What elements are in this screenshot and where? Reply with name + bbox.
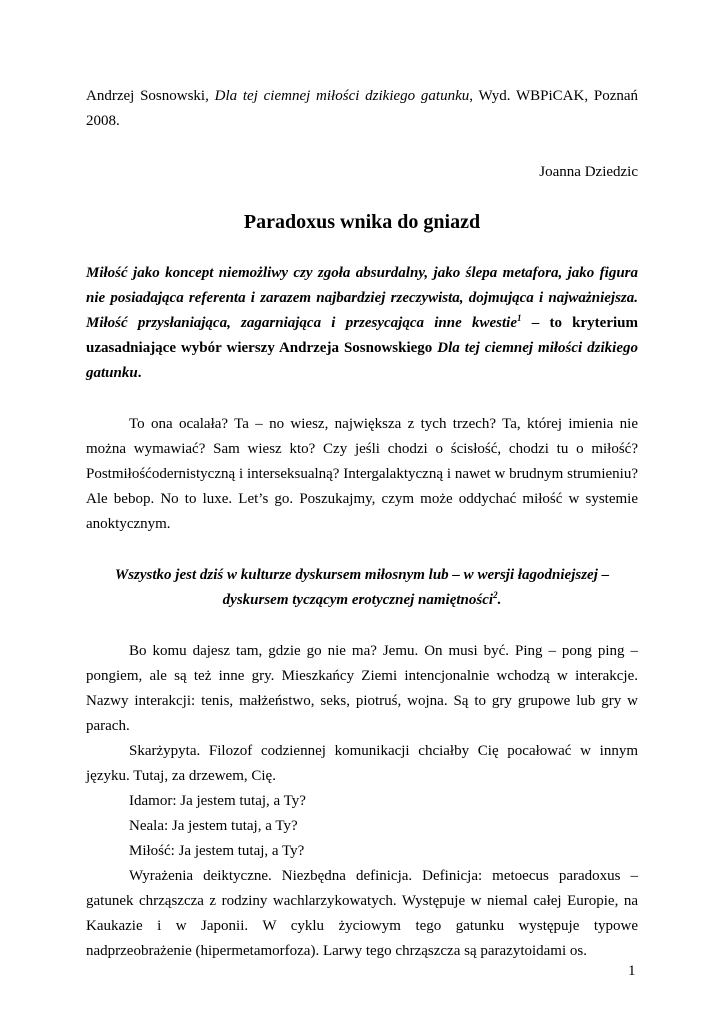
lead-italic: Miłość jako koncept niemożliwy czy zgoła absurdalny, jako ślepa metafora, jako figura nie posiadająca referenta i zarazem najbardziej rzeczywista, dojmująca i najważniejsza. Miłość przysłaniająca, zagarniająca i przesycająca inne kwestie [86,265,638,331]
dialogue-line: Idamor: Ja jestem tutaj, a Ty? [129,793,306,809]
dialogue-line: Miłość: Ja jestem tutaj, a Ty? [129,843,305,859]
bibliographic-reference [86,84,638,134]
footnote-mark-2: 2 [493,590,498,600]
footnote-mark-1: 1 [516,313,522,323]
reference-author: Andrzej Sosnowski, [86,88,215,104]
lead-paragraph [86,261,638,386]
lead-book-title: Dla tej ciemnej miłości dzikiego gatunku [86,340,638,381]
quote-text: Wszystko jest dziś w kulturze dyskursem miłosnym lub – w wersji łagodniejszej – dyskursem tyczącym erotycznej namiętności [114,567,610,608]
quote-end: . [497,592,502,608]
article-title: Paradoxus wnika do gniazd [243,211,481,233]
reference-book-title: Dla tej ciemnej miłości dzikiego gatunku [214,88,470,104]
page-number: 1 [628,963,636,979]
dialogue-line: Neala: Ja jestem tutaj, a Ty? [129,818,298,834]
byline: Joanna Dziedzic [539,164,638,180]
reference-publisher: , Wyd. WBPiCAK, Poznań 2008. [86,88,639,129]
body-paragraph-2: Bo komu dajesz tam, gdzie go nie ma? Jemu. On musi być. Ping – pong ping – pongiem, ale są też inne gry. Mieszkańcy Ziemi intencjonalnie wchodzą w interakcje. Nazwy interakcji: tenis, małżeństwo, seks, piotruś, wojna. Są to gry grupowe lub gry w parach. [86,643,638,734]
body-paragraph-3: Skarżypyta. Filozof codziennej komunikacji chciałby Cię pocałować w innym języku. Tutaj, za drzewem, Cię. [86,743,638,784]
body-paragraph-1: To ona ocalała? Ta – no wiesz, największa z tych trzech? Ta, której imienia nie można wymawiać? Sam wiesz kto? Czy jeśli chodzi o ścisłość, chodzi tu o miłość? Postmiłośćodernistyczną i interseksualną? Intergalaktyczną i nawet w brudnym strumieniu? Ale bebop. No to luxe. Let’s go. Poszukajmy, czym może oddychać miłość w systemie anoktycznym. [86,416,638,532]
lead-end: . [137,365,142,381]
motto-quote [86,563,638,613]
body-paragraph-4: Wyrażenia deiktyczne. Niezbędna definicja. Definicja: metoecus paradoxus – gatunek chrząszcza z rodziny wachlarzykowatych. Występuje w niemal całej Europie, na Kaukazie i w Japonii. W cyklu życiowym tego gatunku występuje typowe nadprzeobrażenie (hipermetamorfoza). Larwy tego chrząszcza są parazytoidami os. [86,868,638,959]
lead-plain: – to kryterium uzasadniające wybór wierszy Andrzeja Sosnowskiego [86,315,638,356]
document-page [86,84,638,964]
